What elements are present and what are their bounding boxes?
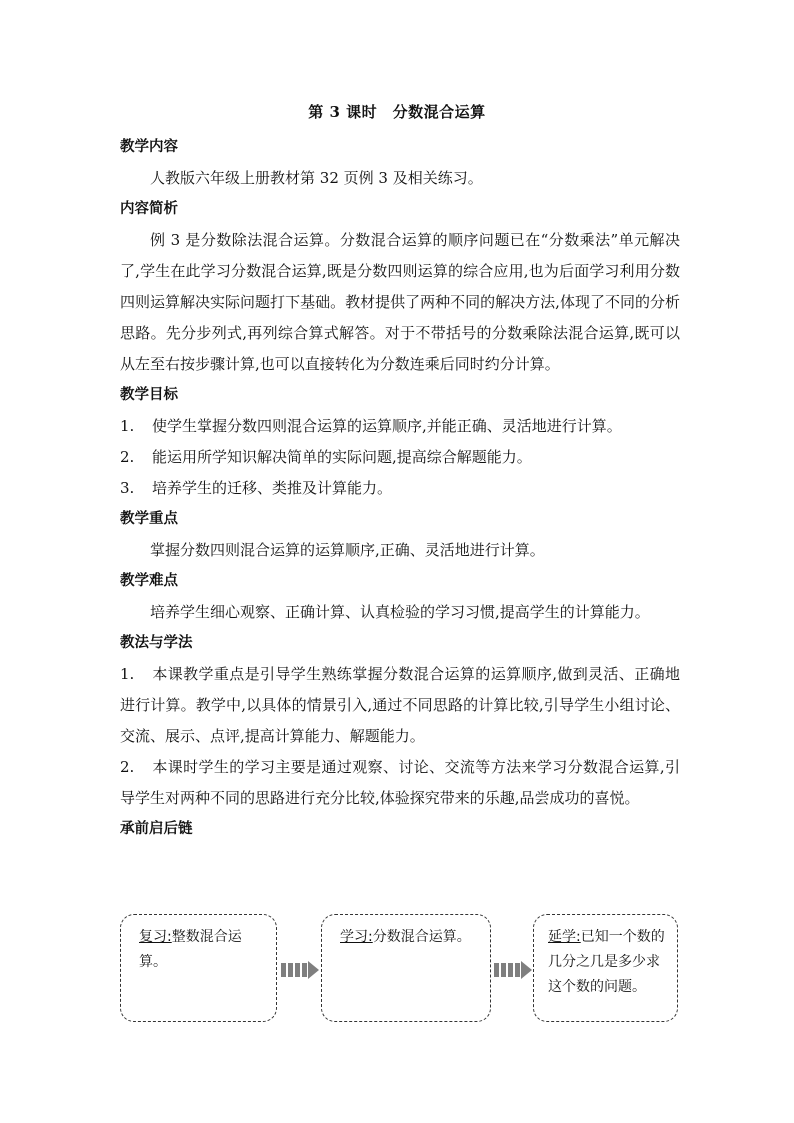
section-heading-analysis: 内容简析	[120, 201, 178, 217]
arrow-right-icon	[281, 961, 319, 979]
difficulty-text: 培养学生细心观察、正确计算、认真检验的学习习惯,提高学生的计算能力。	[150, 603, 650, 621]
analysis-text: 例 3 是分数除法混合运算。分数混合运算的顺序问题已在“分数乘法”单元解决了,学生在此学习分数混合运算,既是分数四则运算的综合应用,也为后面学习利用分数四则运算解决实际问题打下基础。教材提供了两种不同的解决方法,体现了不同的分析思路。先分步列式,再列综合算式解答。对于不带括号的分数乘除法混合运算,既可以从左至右按步骤计算,也可以直接转化为分数连乘后同时约分计算。	[120, 231, 680, 373]
key-text: 掌握分数四则混合运算的运算顺序,正确、灵活地进行计算。	[150, 541, 545, 559]
section-heading-chain: 承前启后链	[120, 821, 193, 837]
goal-text: 能运用所学知识解决简单的实际问题,提高综合解题能力。	[152, 448, 532, 466]
content-text: 人教版六年级上册教材第 32 页例 3 及相关练习。	[150, 169, 483, 187]
goal-text: 使学生掌握分数四则混合运算的运算顺序,并能正确、灵活地进行计算。	[152, 417, 622, 435]
review-label: 复习:	[139, 929, 172, 945]
review-text: 整数混合运算。	[139, 929, 242, 970]
goal-number: 3.	[120, 479, 135, 497]
learning-chain-diagram	[120, 914, 680, 1026]
arrow-right-icon	[494, 961, 532, 979]
section-heading-key: 教学重点	[120, 511, 178, 527]
extend-box	[533, 914, 678, 1022]
page-title: 第 3 课时 分数混合运算	[308, 103, 486, 121]
goal-number: 2.	[120, 448, 135, 466]
method-item	[120, 659, 680, 752]
method-text: 本课教学重点是引导学生熟练掌握分数混合运算的运算顺序,做到灵活、正确地进行计算。教学中,以具体的情景引入,通过不同思路的计算比较,引导学生小组讨论、交流、展示、点评,提高计算能力、解题能力。	[120, 665, 680, 745]
extend-text: 已知一个数的几分之几是多少求这个数的问题。	[548, 929, 665, 995]
section-heading-methods: 教法与学法	[120, 635, 193, 651]
extend-label: 延学:	[548, 929, 581, 945]
goal-item	[120, 411, 680, 442]
document-body	[120, 132, 680, 845]
goal-item	[120, 473, 680, 504]
goal-item	[120, 442, 680, 473]
section-heading-content: 教学内容	[120, 139, 178, 155]
learn-label: 学习:	[340, 929, 373, 945]
method-item	[120, 752, 680, 814]
method-number: 1.	[120, 665, 135, 683]
review-box	[120, 914, 277, 1022]
learn-text: 分数混合运算。	[372, 929, 471, 945]
goal-text: 培养学生的迁移、类推及计算能力。	[152, 479, 393, 497]
method-number: 2.	[120, 758, 135, 776]
section-heading-difficulty: 教学难点	[120, 573, 178, 589]
section-heading-goals: 教学目标	[120, 387, 178, 403]
learn-box	[321, 914, 491, 1022]
method-text: 本课时学生的学习主要是通过观察、讨论、交流等方法来学习分数混合运算,引导学生对两种不同的思路进行充分比较,体验探究带来的乐趣,品尝成功的喜悦。	[120, 758, 680, 807]
goal-number: 1.	[120, 417, 135, 435]
